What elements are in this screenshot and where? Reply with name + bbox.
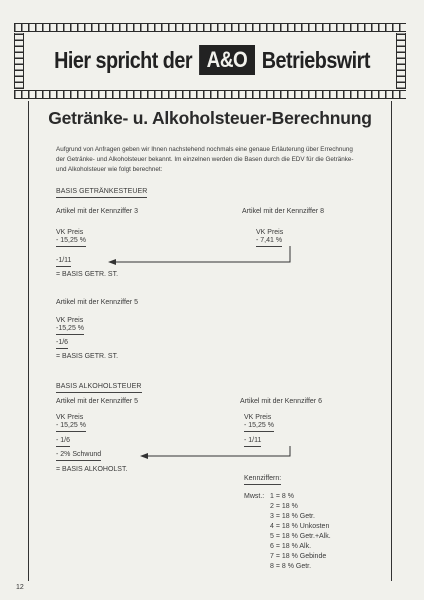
section-heading-getraenkesteuer: BASIS GETRÄNKESTEUER bbox=[56, 187, 147, 198]
kennziffer-item: 5 = 18 % Getr.+Alk. bbox=[270, 533, 331, 540]
vk-price-kz5-getr: VK Preis bbox=[56, 317, 84, 324]
arrow-head-alkohol bbox=[140, 453, 148, 459]
ao-logo: A&O bbox=[199, 45, 255, 75]
kennziffer-item: 7 = 18 % Gebinde bbox=[270, 553, 327, 560]
kennziffern-heading: Kennziffern: bbox=[244, 474, 281, 485]
kennziffer-item: 3 = 18 % Getr. bbox=[270, 513, 315, 520]
div-kz3: -1/11 bbox=[56, 256, 71, 267]
article-label-kz5-alk: Artikel mit der Kennziffer 5 bbox=[56, 398, 138, 405]
div-kz5-getr: -1/6 bbox=[56, 338, 68, 349]
kennziffer-item: 4 = 18 % Unkosten bbox=[270, 523, 330, 530]
result-kz3: = BASIS GETR. ST. bbox=[56, 271, 119, 278]
article-label-kz6: Artikel mit der Kennziffer 6 bbox=[240, 398, 322, 405]
schwund-kz5-alk: - 2% Schwund bbox=[56, 450, 101, 461]
page-title: Getränke- u. Alkoholsteuer-Berechnung bbox=[48, 108, 372, 128]
arrow-line-getraenke bbox=[112, 246, 290, 262]
arrow-head-getraenke bbox=[108, 259, 116, 265]
result-kz5-getr: = BASIS GETR. ST. bbox=[56, 353, 119, 360]
article-label-kz8: Artikel mit der Kennziffer 8 bbox=[242, 208, 324, 215]
arrow-line-alkohol bbox=[144, 446, 290, 456]
vk-price-kz6: VK Preis bbox=[244, 414, 272, 421]
header-left-text: Hier spricht der bbox=[54, 46, 193, 73]
pct-kz5-alk: - 15,25 % bbox=[56, 421, 86, 432]
article-label-kz5-getr: Artikel mit der Kennziffer 5 bbox=[56, 299, 138, 306]
div-kz5-alk: - 1/6 bbox=[56, 436, 70, 447]
kennziffer-item: 1 = 8 % bbox=[270, 493, 294, 500]
kennziffer-item: 2 = 18 % bbox=[270, 503, 298, 510]
vk-price-kz8: VK Preis bbox=[256, 229, 284, 236]
kennziffer-item: 8 = 8 % Getr. bbox=[270, 563, 312, 570]
kennziffer-item: 6 = 18 % Alk. bbox=[270, 543, 312, 550]
article-label-kz3: Artikel mit der Kennziffer 3 bbox=[56, 208, 138, 215]
header-right-text: Betriebswirt bbox=[261, 46, 370, 73]
result-kz5-alk: = BASIS ALKOHOLST. bbox=[56, 466, 128, 473]
section-heading-alkoholsteuer: BASIS ALKOHOLSTEUER bbox=[56, 382, 142, 393]
kennziffern-prefix: Mwst.: bbox=[244, 493, 265, 500]
page-number: 12 bbox=[16, 584, 24, 591]
vk-price-kz5-alk: VK Preis bbox=[56, 414, 84, 421]
intro-paragraph: Aufgrund von Anfragen geben wir Ihnen nachstehend nochmals eine genaue Erläuterung über Errechnung der Getränke- und Alkoholsteuer bekannt. Im einzelnen werden die Basen durch die EDV für die Getränke- und Alkoholsteuer wie folgt berechnet: bbox=[56, 146, 354, 173]
pct-kz8: - 7,41 % bbox=[256, 236, 282, 247]
vk-price-kz3: VK Preis bbox=[56, 229, 84, 236]
div-kz6: - 1/11 bbox=[244, 436, 261, 447]
pct-kz5-getr: -15,25 % bbox=[56, 324, 84, 335]
pct-kz6: - 15,25 % bbox=[244, 421, 274, 432]
pct-kz3: - 15,25 % bbox=[56, 236, 86, 247]
